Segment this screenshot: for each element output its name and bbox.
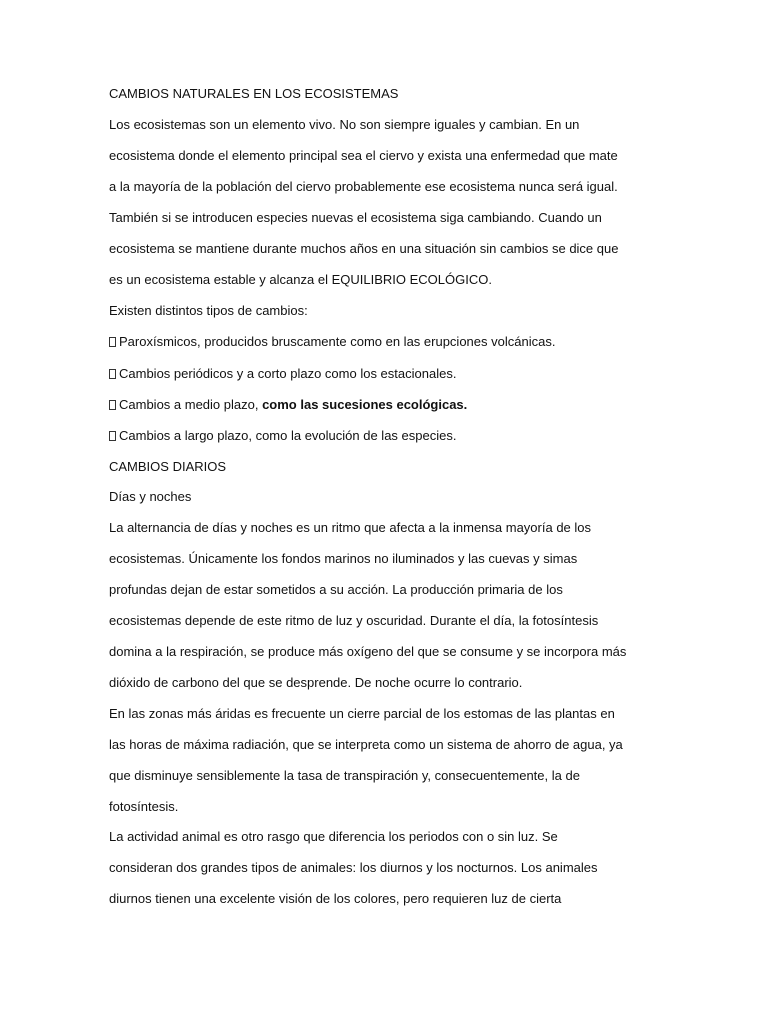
paragraph-line: diurnos tienen una excelente visión de los colores, pero requieren luz de cierta: [109, 891, 562, 906]
paragraph-line: ecosistema donde el elemento principal sea el ciervo y exista una enfermedad que mate: [109, 148, 618, 163]
bullet-text: Paroxísmicos, producidos bruscamente como en las erupciones volcánicas.: [119, 334, 556, 349]
bullet-item: [109, 397, 467, 413]
paragraph-line: La actividad animal es otro rasgo que diferencia los periodos con o sin luz. Se: [109, 829, 558, 844]
paragraph-line: ecosistemas. Únicamente los fondos marinos no iluminados y las cuevas y simas: [109, 551, 578, 566]
types-heading: Existen distintos tipos de cambios:: [109, 303, 308, 318]
bullet-item: [109, 428, 456, 444]
paragraph-line: a la mayoría de la población del ciervo probablemente ese ecosistema nunca será igual.: [109, 179, 618, 194]
paragraph-line: las horas de máxima radiación, que se interpreta como un sistema de ahorro de agua, ya: [109, 737, 623, 752]
missing-glyph-bullet-icon: [109, 431, 116, 441]
bullet-text: Cambios periódicos y a corto plazo como los estacionales.: [119, 366, 457, 381]
section-heading: CAMBIOS DIARIOS: [109, 459, 227, 474]
bullet-item: [109, 334, 555, 350]
bullet-text: Cambios a medio plazo,: [119, 397, 263, 412]
paragraph-line: consideran dos grandes tipos de animales: los diurnos y los nocturnos. Los animales: [109, 860, 598, 875]
paragraph-line: Los ecosistemas son un elemento vivo. No son siempre iguales y cambian. En un: [109, 117, 580, 132]
paragraph-line: En las zonas más áridas es frecuente un cierre parcial de los estomas de las plantas en: [109, 706, 615, 721]
paragraph-line: profundas dejan de estar sometidos a su acción. La producción primaria de los: [109, 582, 563, 597]
missing-glyph-bullet-icon: [109, 369, 116, 379]
paragraph-line: que disminuye sensiblemente la tasa de transpiración y, consecuentemente, la de: [109, 768, 580, 783]
bullet-item: [109, 366, 456, 382]
paragraph-line: También si se introducen especies nuevas el ecosistema siga cambiando. Cuando un: [109, 210, 602, 225]
missing-glyph-bullet-icon: [109, 400, 116, 410]
paragraph-line: es un ecosistema estable y alcanza el EQUILIBRIO ECOLÓGICO.: [109, 272, 492, 287]
paragraph-line: ecosistema se mantiene durante muchos años en una situación sin cambios se dice que: [109, 241, 619, 256]
subsection-heading: Días y noches: [109, 489, 192, 504]
document-title: CAMBIOS NATURALES EN LOS ECOSISTEMAS: [109, 86, 399, 101]
missing-glyph-bullet-icon: [109, 337, 116, 347]
paragraph-line: fotosíntesis.: [109, 799, 179, 814]
paragraph-line: domina a la respiración, se produce más oxígeno del que se consume y se incorpora más: [109, 644, 627, 659]
paragraph-line: dióxido de carbono del que se desprende. De noche ocurre lo contrario.: [109, 675, 523, 690]
paragraph-line: La alternancia de días y noches es un ritmo que afecta a la inmensa mayoría de los: [109, 520, 592, 535]
bullet-text: Cambios a largo plazo, como la evolución de las especies.: [119, 428, 457, 443]
paragraph-line: ecosistemas depende de este ritmo de luz y oscuridad. Durante el día, la fotosíntesis: [109, 613, 599, 628]
bullet-bold-text: como las sucesiones ecológicas.: [262, 397, 468, 412]
